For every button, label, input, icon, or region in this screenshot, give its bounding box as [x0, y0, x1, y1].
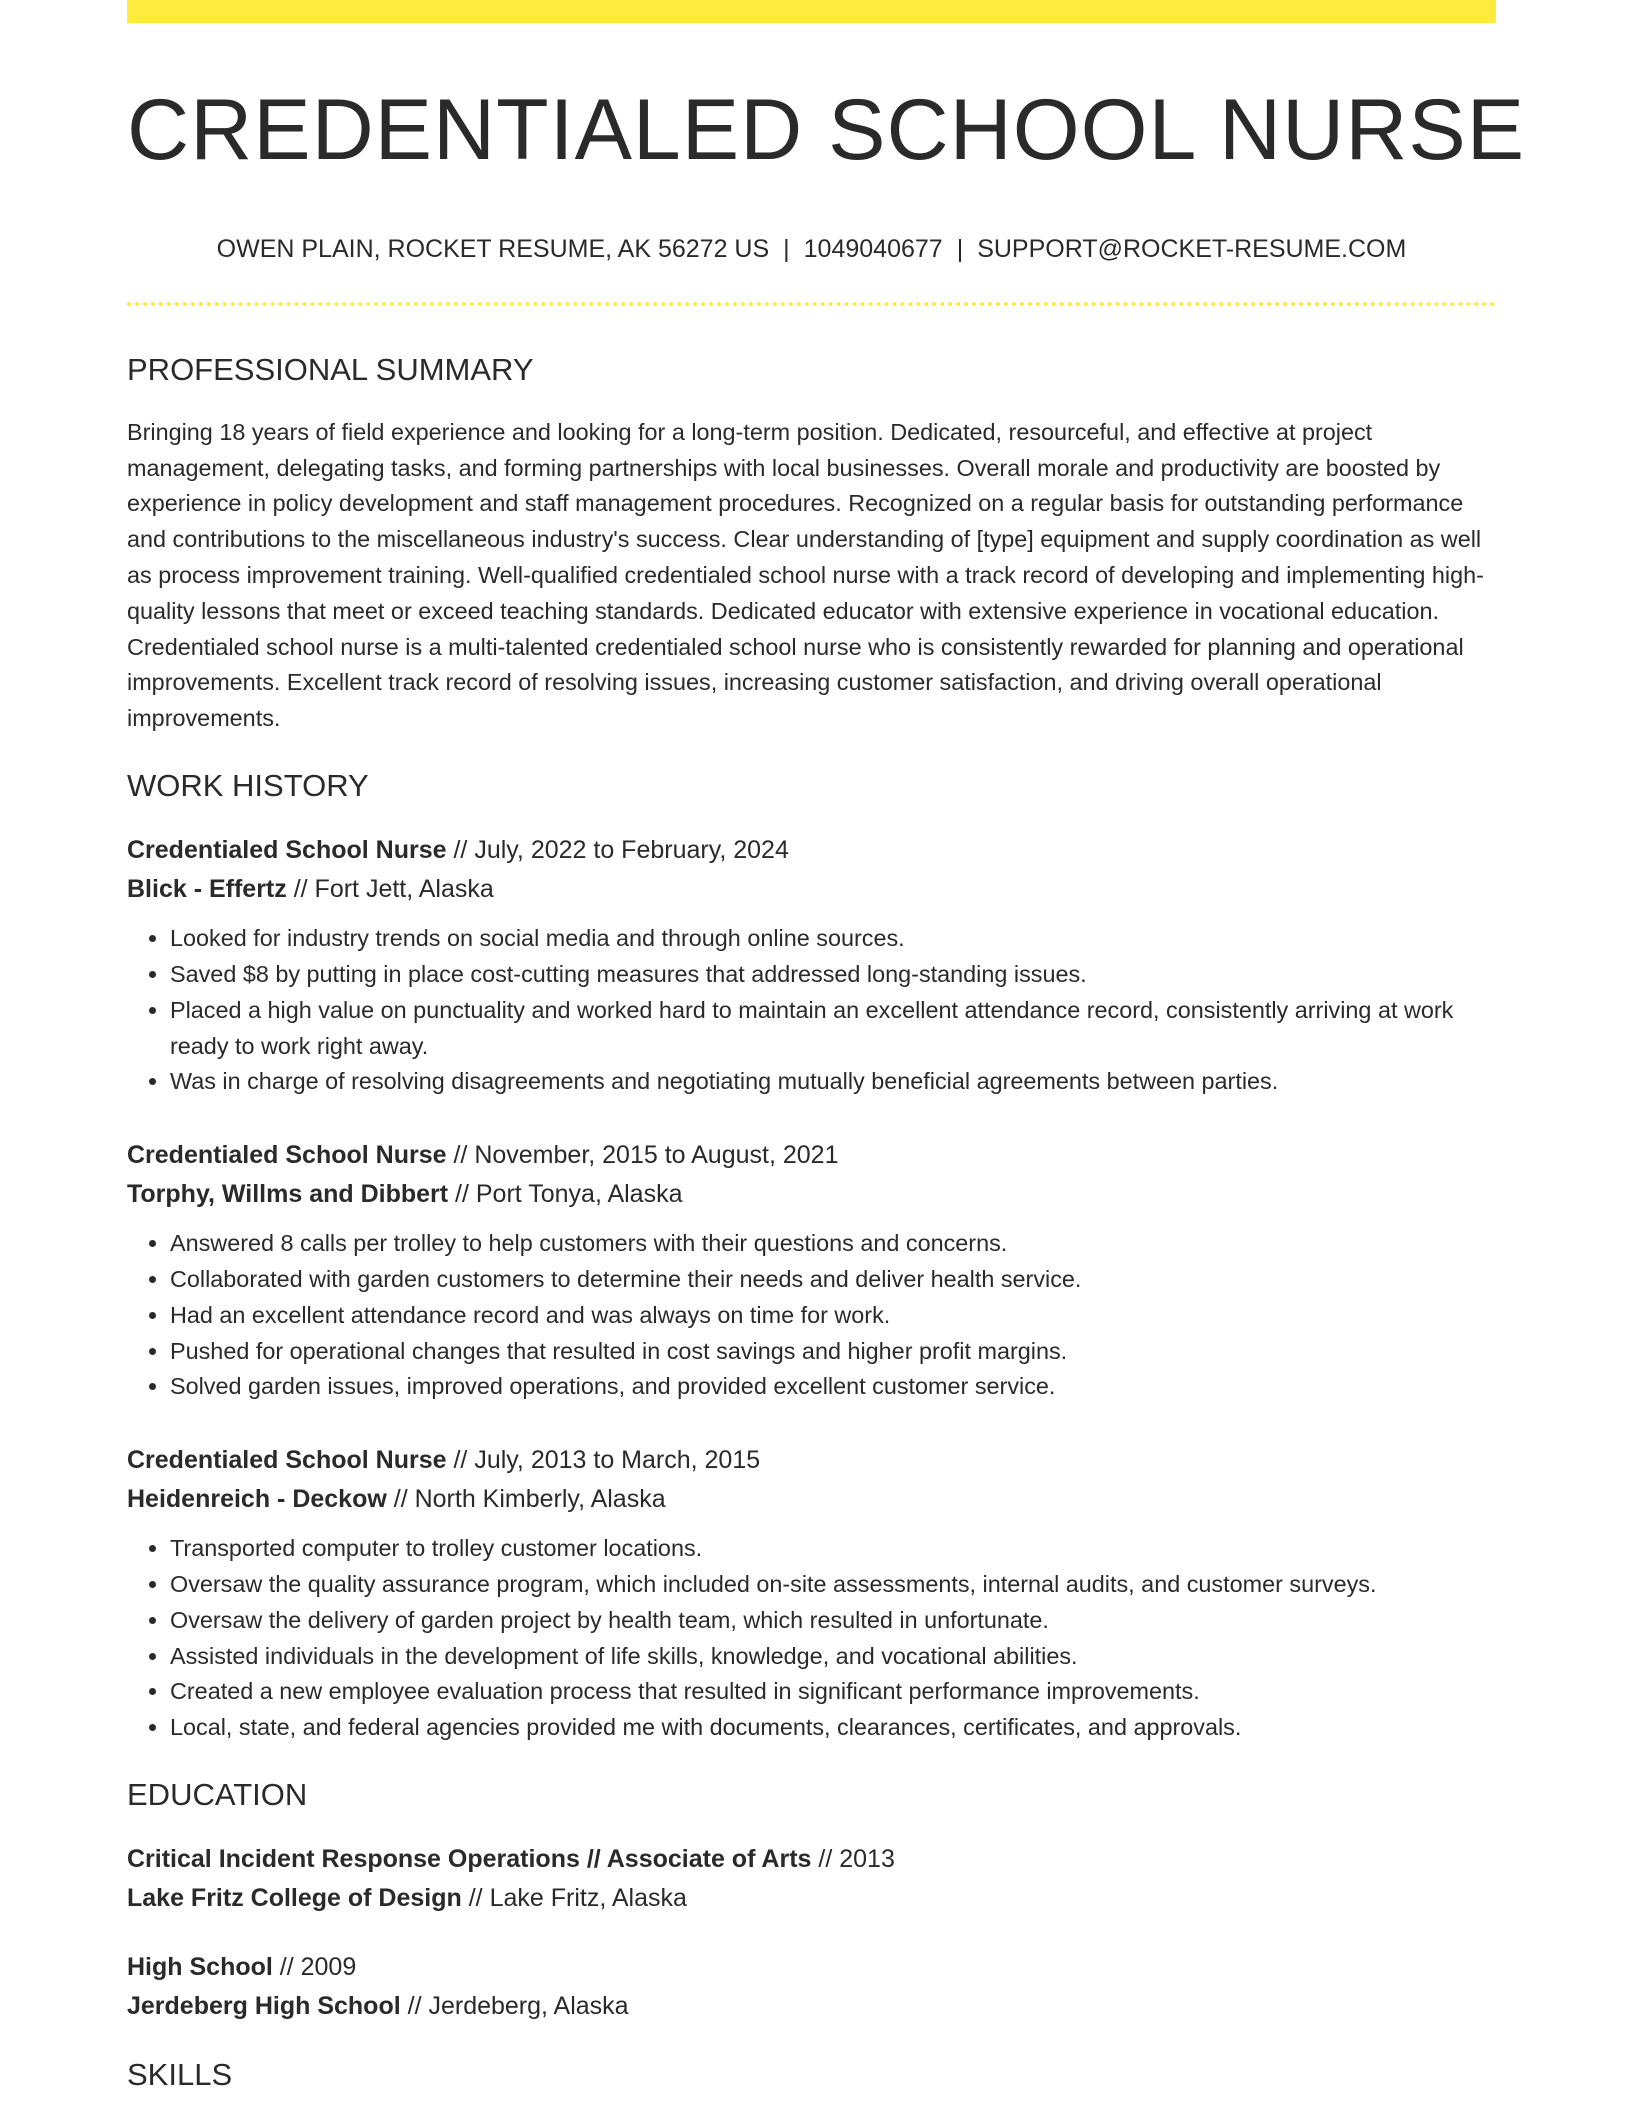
- contact-separator: |: [783, 234, 790, 263]
- summary-heading: PROFESSIONAL SUMMARY: [127, 351, 534, 387]
- education-year: // 2009: [279, 1953, 357, 1982]
- education-year: // 2013: [818, 1845, 895, 1874]
- education-location: // Lake Fritz, Alaska: [468, 1884, 687, 1913]
- job-company-line: [127, 870, 1496, 909]
- job-bullets: [127, 1531, 1496, 1746]
- job-bullet: • Oversaw the quality assurance program, which included on-site assessments, internal audits, and customer surveys.: [170, 1567, 1496, 1603]
- education-school-line: [127, 1879, 1496, 1918]
- education-location: // Jerdeberg, Alaska: [407, 1992, 629, 2021]
- job-company-line: [127, 1480, 1496, 1519]
- job-dates: // July, 2022 to February, 2024: [453, 836, 789, 865]
- job-bullet: • Created a new employee evaluation process that resulted in significant performance improvements.: [170, 1674, 1496, 1710]
- contact-separator: |: [956, 234, 964, 263]
- resume-page: [127, 0, 1526, 2093]
- job-bullets: [127, 1226, 1496, 1405]
- job-location: // Fort Jett, Alaska: [293, 875, 494, 904]
- job-bullet: • Answered 8 calls per trolley to help customers with their questions and concerns.: [170, 1226, 1496, 1262]
- contact-address: OWEN PLAIN, ROCKET RESUME, AK 56272 US: [216, 234, 770, 263]
- job-title: Credentialed School Nurse: [127, 836, 447, 865]
- job-company: Heidenreich - Deckow: [127, 1485, 387, 1514]
- job-title-line: [127, 831, 1496, 870]
- education-entry: [127, 1948, 1496, 2026]
- summary-text: Bringing 18 years of field experience and looking for a long-term position. Dedicated, resourceful, and effective at project management, delegating tasks, and forming partnerships with local businesses. Overall morale and productivity are boosted by experience in policy development and staff management procedures. Recognized on a regular basis for outstanding performance and contributions to the miscellaneous industry's success. Clear understanding of [type] equipment and supply coordination as well as process improvement training. Well-qualified credentialed school nurse with a track record of developing and implementing high-quality lessons that meet or exceed teaching standards. Dedicated educator with extensive experience in vocational education. Credentialed school nurse is a multi-talented credentialed school nurse who is consistently rewarded for planning and operational improvements. Excellent track record of resolving issues, increasing customer satisfaction, and driving overall operational improvements.: [127, 418, 1484, 732]
- job-bullet: • Saved $8 by putting in place cost-cutting measures that addressed long-standing issues.: [170, 957, 1496, 993]
- job-bullet: • Local, state, and federal agencies provided me with documents, clearances, certificates, and approvals.: [170, 1710, 1496, 1746]
- job-dates: // July, 2013 to March, 2015: [453, 1446, 761, 1475]
- job-bullet: • Oversaw the delivery of garden project by health team, which resulted in unfortunate.: [170, 1603, 1496, 1639]
- contact-phone: 1049040677: [803, 234, 943, 263]
- job-dates: // November, 2015 to August, 2021: [453, 1141, 839, 1170]
- job-bullet: • Looked for industry trends on social media and through online sources.: [170, 921, 1496, 957]
- job-bullet: • Transported computer to trolley customer locations.: [170, 1531, 1496, 1567]
- education-entry: [127, 1840, 1496, 1918]
- job-bullet: • Was in charge of resolving disagreements and negotiating mutually beneficial agreements between parties.: [170, 1064, 1496, 1100]
- education-school: Lake Fritz College of Design: [127, 1884, 462, 1913]
- job-company: Torphy, Willms and Dibbert: [127, 1180, 449, 1209]
- education-degree-line: [127, 1948, 1496, 1987]
- job-bullet: • Solved garden issues, improved operations, and provided excellent customer service.: [170, 1369, 1496, 1405]
- job-title-line: [127, 1441, 1496, 1480]
- work-history-heading: WORK HISTORY: [127, 767, 369, 803]
- job-company: Blick - Effertz: [127, 875, 287, 904]
- job-bullets: [127, 921, 1496, 1100]
- job-location: // North Kimberly, Alaska: [393, 1485, 666, 1514]
- job-bullet: • Placed a high value on punctuality and worked hard to maintain an excellent attendance record, consistently arriving at work ready to work right away.: [170, 993, 1496, 1065]
- job-entry: [127, 1441, 1496, 1746]
- accent-bar: [127, 0, 1496, 23]
- job-bullet: • Had an excellent attendance record and was always on time for work.: [170, 1298, 1496, 1334]
- job-bullet: • Pushed for operational changes that resulted in cost savings and higher profit margins.: [170, 1334, 1496, 1370]
- job-title: Credentialed School Nurse: [127, 1141, 447, 1170]
- job-bullet: • Assisted individuals in the development of life skills, knowledge, and vocational abilities.: [170, 1639, 1496, 1675]
- job-company-line: [127, 1175, 1496, 1214]
- education-heading: EDUCATION: [127, 1776, 308, 1812]
- skills-heading: SKILLS: [127, 2057, 233, 2093]
- dotted-divider: [127, 302, 1496, 306]
- job-location: // Port Tonya, Alaska: [455, 1180, 683, 1209]
- contact-line: [127, 234, 1496, 264]
- education-degree-line: [127, 1840, 1496, 1879]
- education-school-line: [127, 1987, 1496, 2026]
- job-bullet: • Collaborated with garden customers to determine their needs and deliver health service.: [170, 1262, 1496, 1298]
- job-title-line: [127, 1136, 1496, 1175]
- page-title: CREDENTIALED SCHOOL NURSE: [127, 82, 1526, 178]
- education-degree: Critical Incident Response Operations // Associate of Arts: [127, 1845, 812, 1874]
- job-entry: [127, 831, 1496, 1100]
- job-title: Credentialed School Nurse: [127, 1446, 447, 1475]
- education-school: Jerdeberg High School: [127, 1992, 401, 2021]
- education-degree: High School: [127, 1953, 273, 1982]
- contact-email: SUPPORT@ROCKET-RESUME.COM: [977, 234, 1407, 263]
- job-entry: [127, 1136, 1496, 1405]
